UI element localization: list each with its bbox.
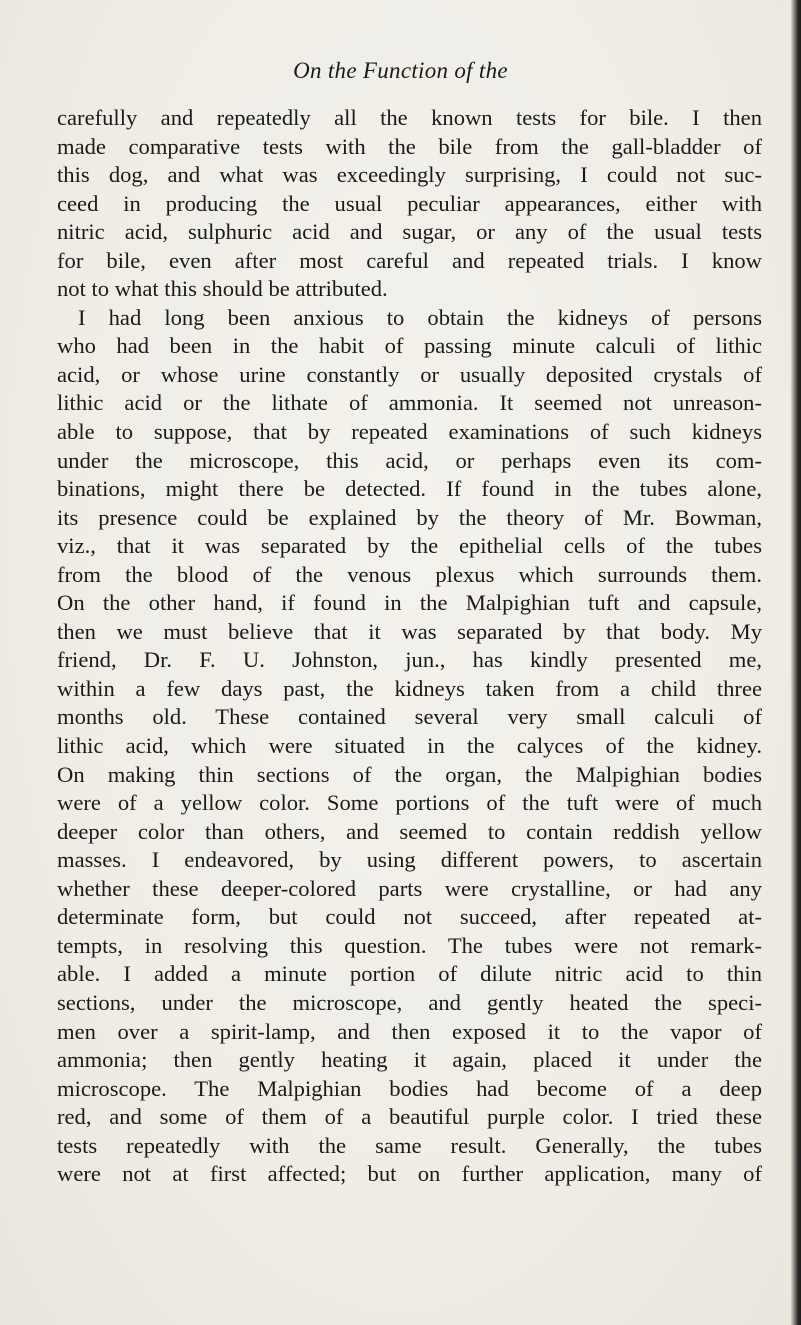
text-line: its presence could be explained by the theory of Mr. Bowman, — [57, 504, 762, 530]
text-line: under the microscope, this acid, or perhaps even its com- — [57, 447, 762, 473]
text-line: this dog, and what was exceedingly surprising, I could not suc- — [57, 162, 762, 188]
text-line: not to what this should be attributed. — [57, 276, 388, 302]
text-line: binations, might there be detected. If found in the tubes alone, — [57, 476, 762, 502]
text-line: nitric acid, sulphuric acid and sugar, or any of the usual tests — [57, 219, 762, 245]
text-line: On the other hand, if found in the Malpighian tuft and capsule, — [57, 590, 762, 616]
running-head: On the Function of the — [293, 58, 508, 83]
text-line: able. I added a minute portion of dilute nitric acid to thin — [57, 961, 762, 987]
text-line: On making thin sections of the organ, the Malpighian bodies — [57, 761, 762, 787]
text-line: for bile, even after most careful and repeated trials. I know — [57, 247, 762, 273]
text-line: months old. These contained several very small calculi of — [57, 704, 762, 730]
text-line: friend, Dr. F. U. Johnston, jun., has kindly presented me, — [57, 647, 762, 673]
body-text — [57, 104, 762, 1189]
text-line: able to suppose, that by repeated examinations of such kidneys — [57, 419, 762, 445]
text-line: tempts, in resolving this question. The tubes were not remark- — [57, 932, 762, 958]
text-line: acid, or whose urine constantly or usually deposited crystals of — [57, 361, 762, 387]
page-edge-shadow — [791, 0, 801, 1325]
text-line: within a few days past, the kidneys taken from a child three — [57, 675, 762, 701]
text-line: red, and some of them of a beautiful purple color. I tried these — [57, 1104, 762, 1130]
text-line: tests repeatedly with the same result. Generally, the tubes — [57, 1132, 762, 1158]
text-line: made comparative tests with the bile from the gall-bladder of — [57, 133, 762, 159]
text-line: were of a yellow color. Some portions of the tuft were of much — [57, 790, 762, 816]
text-line: viz., that it was separated by the epithelial cells of the tubes — [57, 533, 762, 559]
text-line: sections, under the microscope, and gently heated the speci- — [57, 989, 762, 1015]
text-line: microscope. The Malpighian bodies had become of a deep — [57, 1075, 762, 1101]
text-line: lithic acid, which were situated in the calyces of the kidney. — [57, 733, 762, 759]
text-line: determinate form, but could not succeed, after repeated at- — [57, 904, 762, 930]
text-line: from the blood of the venous plexus which surrounds them. — [57, 561, 762, 587]
text-line: ammonia; then gently heating it again, placed it under the — [57, 1047, 762, 1073]
text-line: then we must believe that it was separated by that body. My — [57, 618, 762, 644]
text-line: carefully and repeatedly all the known tests for bile. I then — [57, 105, 762, 130]
text-line: men over a spirit-lamp, and then exposed it to the vapor of — [57, 1018, 762, 1044]
text-line: masses. I endeavored, by using different powers, to ascertain — [57, 847, 762, 873]
text-line: whether these deeper-colored parts were crystalline, or had any — [57, 875, 762, 901]
text-line: I had long been anxious to obtain the kidneys of persons — [78, 304, 762, 330]
text-line: who had been in the habit of passing minute calculi of lithic — [57, 333, 762, 359]
text-line: were not at first affected; but on further application, many of — [57, 1161, 762, 1187]
text-line: lithic acid or the lithate of ammonia. It seemed not unreason- — [57, 390, 762, 416]
text-line: ceed in producing the usual peculiar appearances, either with — [57, 190, 762, 216]
text-line: deeper color than others, and seemed to contain reddish yellow — [57, 818, 762, 844]
